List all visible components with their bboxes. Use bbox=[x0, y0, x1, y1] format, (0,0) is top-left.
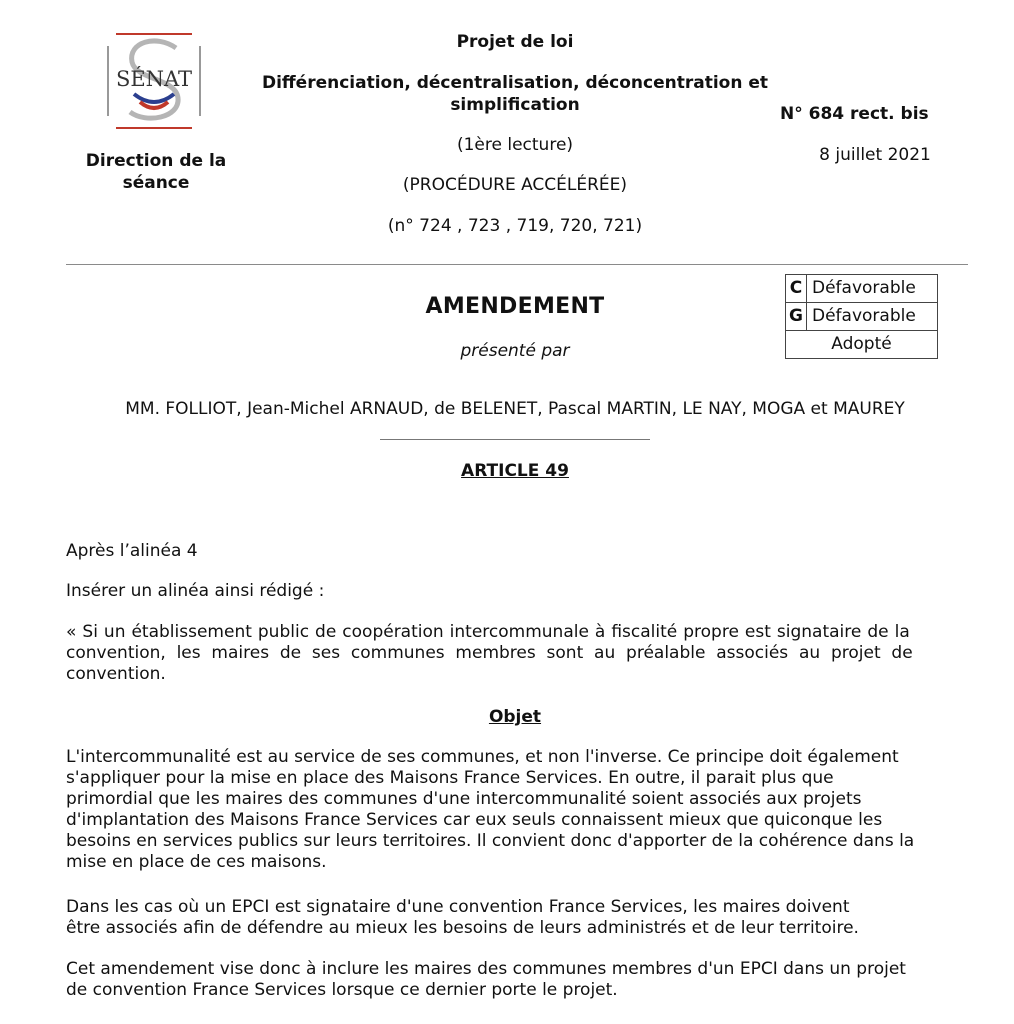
bill-title: Différenciation, décentralisation, déconcentration et simplification bbox=[261, 73, 769, 115]
amendment-number: N° 684 rect. bis bbox=[780, 104, 929, 124]
presented-by: présenté par bbox=[460, 341, 570, 361]
reading-stage: (1ère lecture) bbox=[456, 135, 574, 155]
text-line: mise en place de ces maisons. bbox=[66, 852, 327, 872]
objet-paragraph-3 bbox=[66, 959, 966, 1001]
vote-result: Adopté bbox=[786, 331, 938, 359]
text-line: primordial que les maires des communes d'une intercommunalité soient associés aux projets bbox=[66, 789, 862, 809]
document-type: Projet de loi bbox=[456, 32, 574, 52]
text-line: Cet amendement vise donc à inclure les maires des communes membres d'un EPCI dans un projet bbox=[66, 959, 906, 979]
opinion-code: C bbox=[786, 275, 807, 303]
objet-paragraph-1 bbox=[66, 747, 966, 873]
text-line: être associés afin de défendre au mieux les besoins de leurs administrés et de leur territoire. bbox=[66, 918, 859, 938]
opinion-row-commission bbox=[786, 275, 938, 303]
body-paragraph-instruction: Insérer un alinéa ainsi rédigé : bbox=[66, 581, 325, 601]
opinion-value: Défavorable bbox=[807, 275, 938, 303]
header-divider bbox=[66, 264, 968, 265]
svg-text:SÉNAT: SÉNAT bbox=[115, 67, 193, 91]
body-paragraph-inserted-text bbox=[66, 622, 966, 685]
opinion-code: G bbox=[786, 303, 807, 331]
text-line: « Si un établissement public de coopération intercommunale à fiscalité propre est signataire de la bbox=[66, 622, 910, 642]
authors-divider bbox=[380, 439, 650, 440]
objet-paragraph-2 bbox=[66, 897, 966, 939]
opinion-row-result bbox=[786, 331, 938, 359]
body-paragraph-location: Après l’alinéa 4 bbox=[66, 541, 198, 561]
text-line: s'appliquer pour la mise en place des Maisons France Services. En outre, il parait plus que bbox=[66, 768, 834, 788]
text-line: de convention France Services lorsque ce dernier porte le projet. bbox=[66, 980, 618, 1000]
text-line: convention. bbox=[66, 664, 166, 684]
text-line: convention, les maires de ses communes membres sont au préalable associés au projet de bbox=[66, 643, 913, 663]
article-heading: ARTICLE 49 bbox=[461, 461, 569, 481]
text-line: Dans les cas où un EPCI est signataire d'une convention France Services, les maires doivent bbox=[66, 897, 850, 917]
opinion-value: Défavorable bbox=[807, 303, 938, 331]
authors-list: MM. FOLLIOT, Jean-Michel ARNAUD, de BELENET, Pascal MARTIN, LE NAY, MOGA et MAUREY bbox=[125, 399, 905, 419]
text-line: L'intercommunalité est au service de ses communes, et non l'inverse. Ce principe doit également bbox=[66, 747, 899, 767]
text-line: d'implantation des Maisons France Services car eux seuls connaissent mieux que quiconque les bbox=[66, 810, 883, 830]
amendment-title: AMENDEMENT bbox=[425, 294, 605, 319]
senat-logo bbox=[106, 32, 202, 130]
department-name: Direction de la séance bbox=[85, 151, 227, 193]
amendment-date: 8 juillet 2021 bbox=[819, 145, 931, 165]
opinion-table bbox=[785, 274, 938, 359]
text-numbers: (n° 724 , 723 , 719, 720, 721) bbox=[387, 216, 643, 236]
procedure-type: (PROCÉDURE ACCÉLÉRÉE) bbox=[402, 175, 628, 195]
text-line: besoins en services publics sur leurs territoires. Il convient donc d'apporter de la cohérence dans la bbox=[66, 831, 915, 851]
objet-heading: Objet bbox=[488, 707, 542, 727]
opinion-row-government bbox=[786, 303, 938, 331]
